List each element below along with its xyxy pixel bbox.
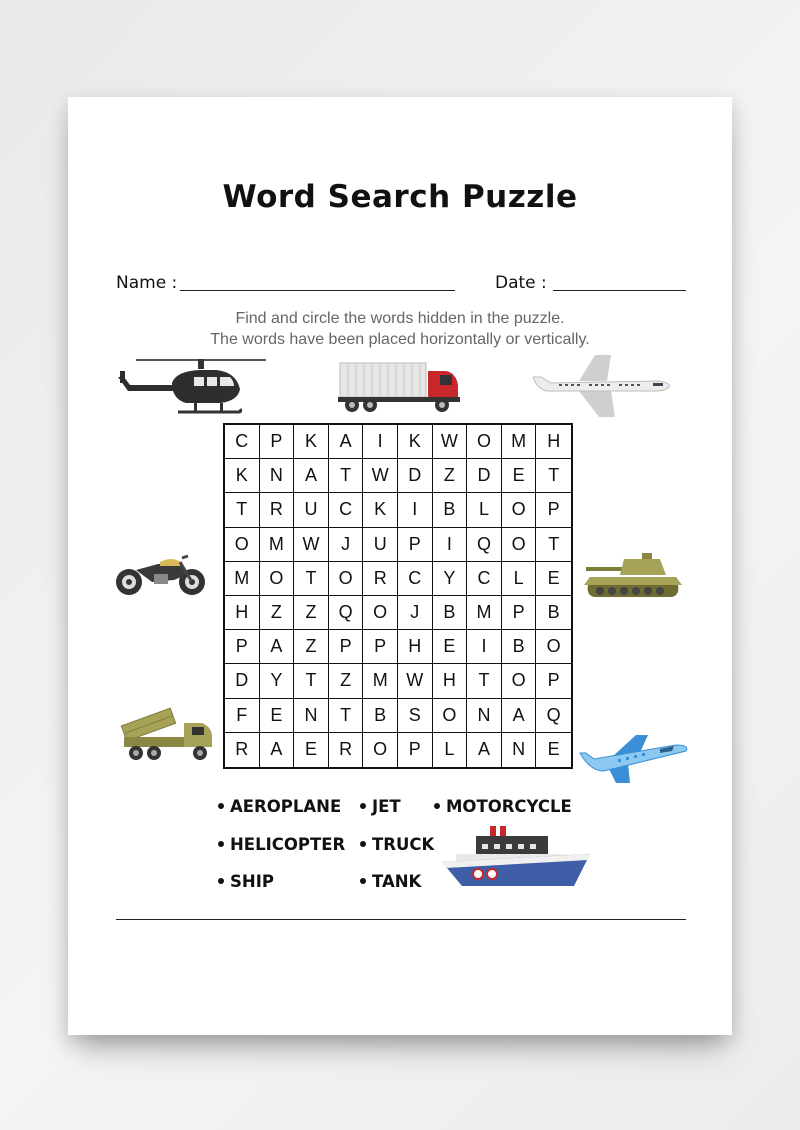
- grid-cell[interactable]: C: [398, 562, 433, 596]
- grid-cell[interactable]: B: [536, 596, 571, 630]
- grid-cell[interactable]: N: [502, 733, 537, 767]
- grid-cell[interactable]: I: [467, 630, 502, 664]
- grid-cell[interactable]: I: [363, 425, 398, 459]
- grid-cell[interactable]: P: [398, 528, 433, 562]
- grid-cell[interactable]: A: [329, 425, 364, 459]
- bullet-icon: [218, 878, 224, 884]
- word-list-item: JET: [360, 797, 401, 816]
- grid-cell[interactable]: B: [363, 699, 398, 733]
- grid-cell[interactable]: R: [225, 733, 260, 767]
- grid-cell[interactable]: N: [467, 699, 502, 733]
- grid-cell[interactable]: P: [502, 596, 537, 630]
- grid-cell[interactable]: C: [225, 425, 260, 459]
- grid-cell[interactable]: L: [502, 562, 537, 596]
- grid-cell[interactable]: T: [536, 459, 571, 493]
- grid-cell[interactable]: L: [467, 493, 502, 527]
- ship-icon: [442, 824, 590, 890]
- grid-cell[interactable]: A: [467, 733, 502, 767]
- grid-cell[interactable]: T: [536, 528, 571, 562]
- grid-cell[interactable]: O: [329, 562, 364, 596]
- page-title: Word Search Puzzle: [222, 179, 578, 215]
- grid-cell[interactable]: E: [294, 733, 329, 767]
- grid-cell[interactable]: P: [536, 493, 571, 527]
- word-list-item: TRUCK: [360, 835, 434, 854]
- grid-cell[interactable]: W: [433, 425, 468, 459]
- grid-cell[interactable]: O: [433, 699, 468, 733]
- grid-cell[interactable]: M: [502, 425, 537, 459]
- grid-cell[interactable]: Z: [260, 596, 295, 630]
- bullet-icon: [360, 803, 366, 809]
- jet-icon: [576, 733, 692, 785]
- grid-cell[interactable]: J: [329, 528, 364, 562]
- grid-cell[interactable]: Q: [467, 528, 502, 562]
- grid-cell[interactable]: K: [398, 425, 433, 459]
- date-label: Date :: [495, 273, 547, 293]
- grid-cell[interactable]: T: [225, 493, 260, 527]
- word-list-item: MOTORCYCLE: [434, 797, 572, 816]
- grid-cell[interactable]: D: [398, 459, 433, 493]
- grid-cell[interactable]: O: [260, 562, 295, 596]
- grid-cell[interactable]: C: [329, 493, 364, 527]
- motorcycle-icon: [114, 552, 208, 598]
- grid-cell[interactable]: H: [398, 630, 433, 664]
- grid-cell[interactable]: Z: [294, 630, 329, 664]
- grid-cell[interactable]: E: [536, 562, 571, 596]
- date-line[interactable]: [553, 290, 686, 291]
- grid-cell[interactable]: H: [225, 596, 260, 630]
- grid-cell[interactable]: A: [294, 459, 329, 493]
- grid-cell[interactable]: D: [467, 459, 502, 493]
- grid-cell[interactable]: I: [398, 493, 433, 527]
- grid-cell[interactable]: J: [398, 596, 433, 630]
- grid-cell[interactable]: P: [225, 630, 260, 664]
- grid-cell[interactable]: M: [467, 596, 502, 630]
- grid-cell[interactable]: P: [329, 630, 364, 664]
- grid-cell[interactable]: F: [225, 699, 260, 733]
- grid-cell[interactable]: D: [225, 664, 260, 698]
- word-list-item: SHIP: [218, 872, 274, 891]
- grid-cell[interactable]: O: [467, 425, 502, 459]
- grid-cell[interactable]: I: [433, 528, 468, 562]
- instruction-line-1: Find and circle the words hidden in the puzzle.: [235, 310, 565, 327]
- grid-cell[interactable]: U: [294, 493, 329, 527]
- grid-cell[interactable]: T: [329, 699, 364, 733]
- tank-icon: [580, 549, 684, 601]
- bottom-divider: [116, 919, 686, 920]
- grid-cell[interactable]: S: [398, 699, 433, 733]
- grid-cell[interactable]: B: [502, 630, 537, 664]
- grid-cell[interactable]: N: [260, 459, 295, 493]
- bullet-icon: [360, 878, 366, 884]
- grid-cell[interactable]: L: [433, 733, 468, 767]
- word-list-item: AEROPLANE: [218, 797, 341, 816]
- grid-cell[interactable]: Y: [260, 664, 295, 698]
- grid-cell[interactable]: M: [260, 528, 295, 562]
- bullet-icon: [218, 803, 224, 809]
- grid-cell[interactable]: T: [294, 664, 329, 698]
- grid-cell[interactable]: O: [502, 664, 537, 698]
- grid-cell[interactable]: E: [260, 699, 295, 733]
- grid-cell[interactable]: B: [433, 493, 468, 527]
- grid-cell[interactable]: Z: [294, 596, 329, 630]
- grid-cell[interactable]: Q: [329, 596, 364, 630]
- grid-cell[interactable]: M: [363, 664, 398, 698]
- grid-cell[interactable]: Y: [433, 562, 468, 596]
- airliner-icon: [529, 353, 675, 419]
- grid-cell[interactable]: E: [502, 459, 537, 493]
- grid-cell[interactable]: W: [398, 664, 433, 698]
- truck-icon: [338, 361, 462, 415]
- word-list-item: TANK: [360, 872, 421, 891]
- helicopter-icon: [116, 355, 270, 419]
- grid-cell[interactable]: T: [467, 664, 502, 698]
- grid-cell[interactable]: M: [225, 562, 260, 596]
- grid-cell[interactable]: P: [536, 664, 571, 698]
- grid-cell[interactable]: O: [502, 493, 537, 527]
- grid-cell[interactable]: E: [547, 739, 560, 760]
- grid-cell[interactable]: P: [363, 630, 398, 664]
- grid-cell[interactable]: A: [260, 733, 295, 767]
- grid-cell[interactable]: N: [294, 699, 329, 733]
- grid-cell[interactable]: H: [536, 425, 571, 459]
- grid-cell[interactable]: A: [260, 630, 295, 664]
- grid-cell[interactable]: A: [502, 699, 537, 733]
- grid-cell[interactable]: W: [294, 528, 329, 562]
- grid-cell[interactable]: B: [433, 596, 468, 630]
- grid-cell[interactable]: O: [502, 528, 537, 562]
- bullet-icon: [434, 803, 440, 809]
- grid-cell[interactable]: C: [467, 562, 502, 596]
- grid-cell[interactable]: E: [433, 630, 468, 664]
- grid-cell[interactable]: K: [225, 459, 260, 493]
- grid-cell[interactable]: T: [329, 459, 364, 493]
- word-list-item: HELICOPTER: [218, 835, 345, 854]
- grid-cell[interactable]: O: [363, 596, 398, 630]
- grid-cell[interactable]: Q: [536, 699, 571, 733]
- grid-cell[interactable]: K: [363, 493, 398, 527]
- word-search-grid[interactable]: [223, 423, 573, 769]
- grid-cell[interactable]: O: [225, 528, 260, 562]
- grid-cell[interactable]: R: [260, 493, 295, 527]
- name-line[interactable]: [180, 290, 455, 291]
- grid-cell[interactable]: K: [294, 425, 329, 459]
- instruction-line-2: The words have been placed horizontally or vertically.: [210, 331, 590, 348]
- grid-cell[interactable]: Z: [433, 459, 468, 493]
- bullet-icon: [218, 841, 224, 847]
- grid-cell[interactable]: R: [363, 562, 398, 596]
- grid-cell[interactable]: H: [433, 664, 468, 698]
- grid-cell[interactable]: U: [363, 528, 398, 562]
- grid-cell[interactable]: P: [260, 425, 295, 459]
- worksheet-page: [68, 97, 732, 1035]
- grid-cell[interactable]: W: [363, 459, 398, 493]
- bullet-icon: [360, 841, 366, 847]
- grid-cell[interactable]: O: [536, 630, 571, 664]
- grid-cell[interactable]: R: [329, 733, 364, 767]
- rocket-launcher-truck-icon: [118, 703, 218, 765]
- name-label: Name :: [116, 273, 178, 293]
- grid-cell[interactable]: T: [294, 562, 329, 596]
- grid-cell[interactable]: P: [398, 733, 433, 767]
- grid-cell[interactable]: O: [363, 733, 398, 767]
- grid-cell[interactable]: Z: [329, 664, 364, 698]
